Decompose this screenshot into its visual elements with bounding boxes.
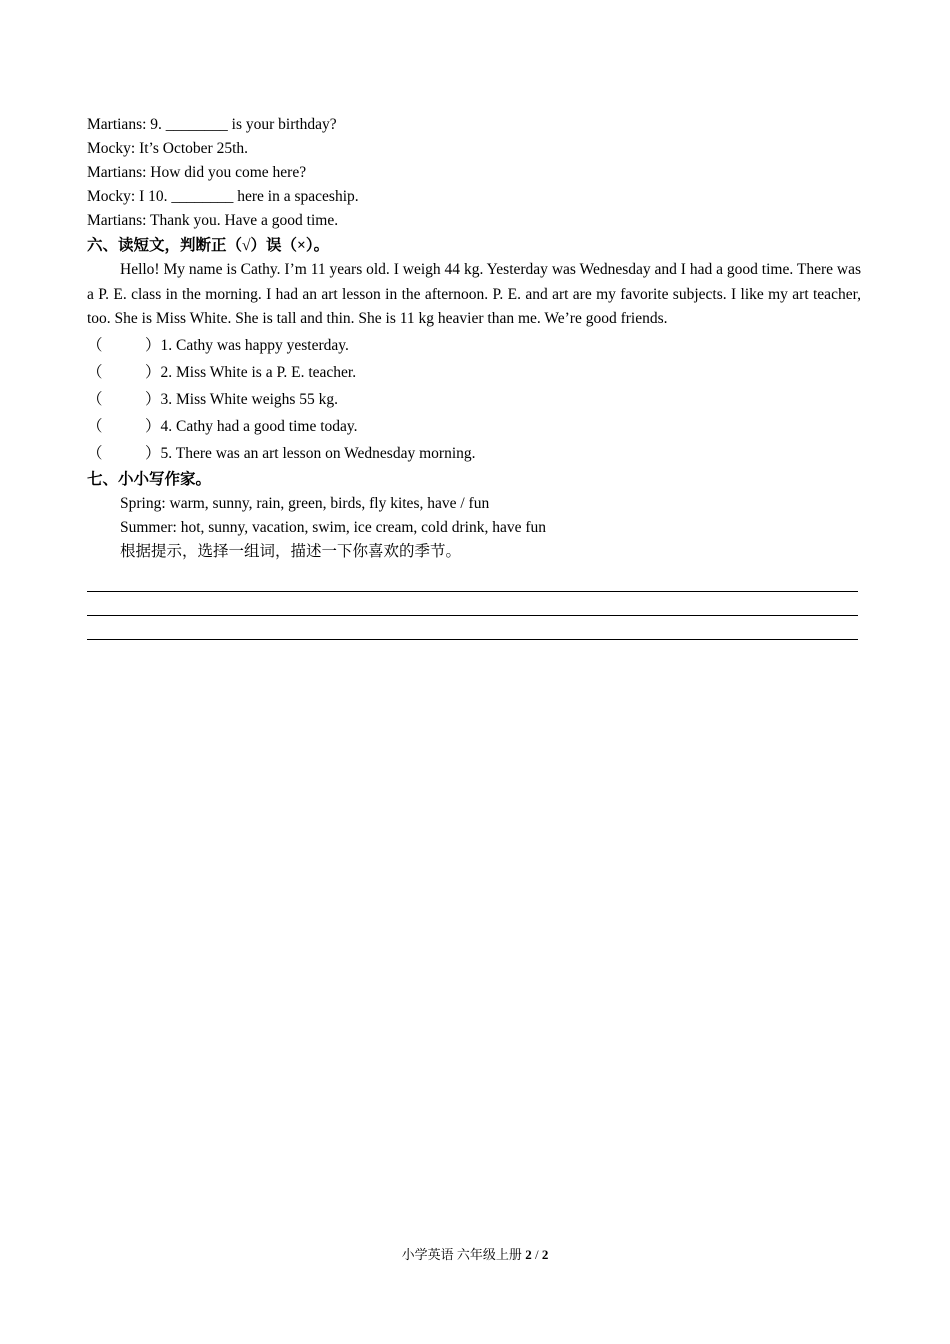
page-separator: / [531,1247,542,1262]
answer-blank[interactable]: （ [87,336,103,354]
writing-prompt: Summer: hot, sunny, vacation, swim, ice cream, cold drink, have fun [120,518,547,536]
dialogue-line: Mocky: I 10. ________ here in a spaceship. [87,188,359,205]
item-text: ）5. There was an art lesson on Wednesday morning. [145,444,476,462]
true-false-item [87,440,861,467]
dialogue-line: Mocky: It’s October 25th. [87,140,249,157]
answer-blank[interactable]: （ [87,390,103,408]
true-false-item [87,386,861,413]
dialogue-line: Martians: Thank you. Have a good time. [87,212,339,229]
page-total: 2 [541,1247,549,1262]
section-6-heading: 六、读短文，判断正（√）误（×）。 [87,237,330,254]
footer-label: 小学英语 六年级上册 [401,1247,526,1262]
item-text: ）4. Cathy had a good time today. [145,417,358,435]
writing-prompt: Spring: warm, sunny, rain, green, birds, fly kites, have / fun [120,494,490,512]
writing-line[interactable] [87,592,858,616]
section-6 [87,234,861,467]
true-false-item [87,332,861,359]
dialogue [87,113,861,233]
answer-blank[interactable]: （ [87,363,103,381]
true-false-item [87,413,861,440]
worksheet-page [87,113,861,640]
section-7-heading: 七、小小写作家。 [87,470,212,488]
true-false-item [87,359,861,386]
dialogue-line: Martians: 9. ________ is your birthday? [87,116,337,133]
writing-line[interactable] [87,616,858,640]
reading-passage: Hello! My name is Cathy. I’m 11 years old. I weigh 44 kg. Yesterday was Wednesday and I had a good time. There was a P. E. class in the morning. I had an art lesson in the afternoon. P. E. and art are my favorite subjects. I like my art teacher, too. She is Miss White. She is tall and thin. She is 11 kg heavier than me. We’re good friends. [87,261,861,327]
answer-blank[interactable]: （ [87,417,103,435]
writing-instruction: 根据提示，选择一组词，描述一下你喜欢的季节。 [120,542,462,560]
page-number: 2 [525,1247,532,1262]
page-footer [0,1246,950,1264]
writing-line[interactable] [87,568,858,592]
dialogue-line: Martians: How did you come here? [87,164,307,181]
item-text: ）3. Miss White weighs 55 kg. [145,390,339,408]
section-7 [87,468,861,640]
answer-blank[interactable]: （ [87,444,103,462]
item-text: ）1. Cathy was happy yesterday. [145,336,349,354]
item-text: ）2. Miss White is a P. E. teacher. [145,363,357,381]
